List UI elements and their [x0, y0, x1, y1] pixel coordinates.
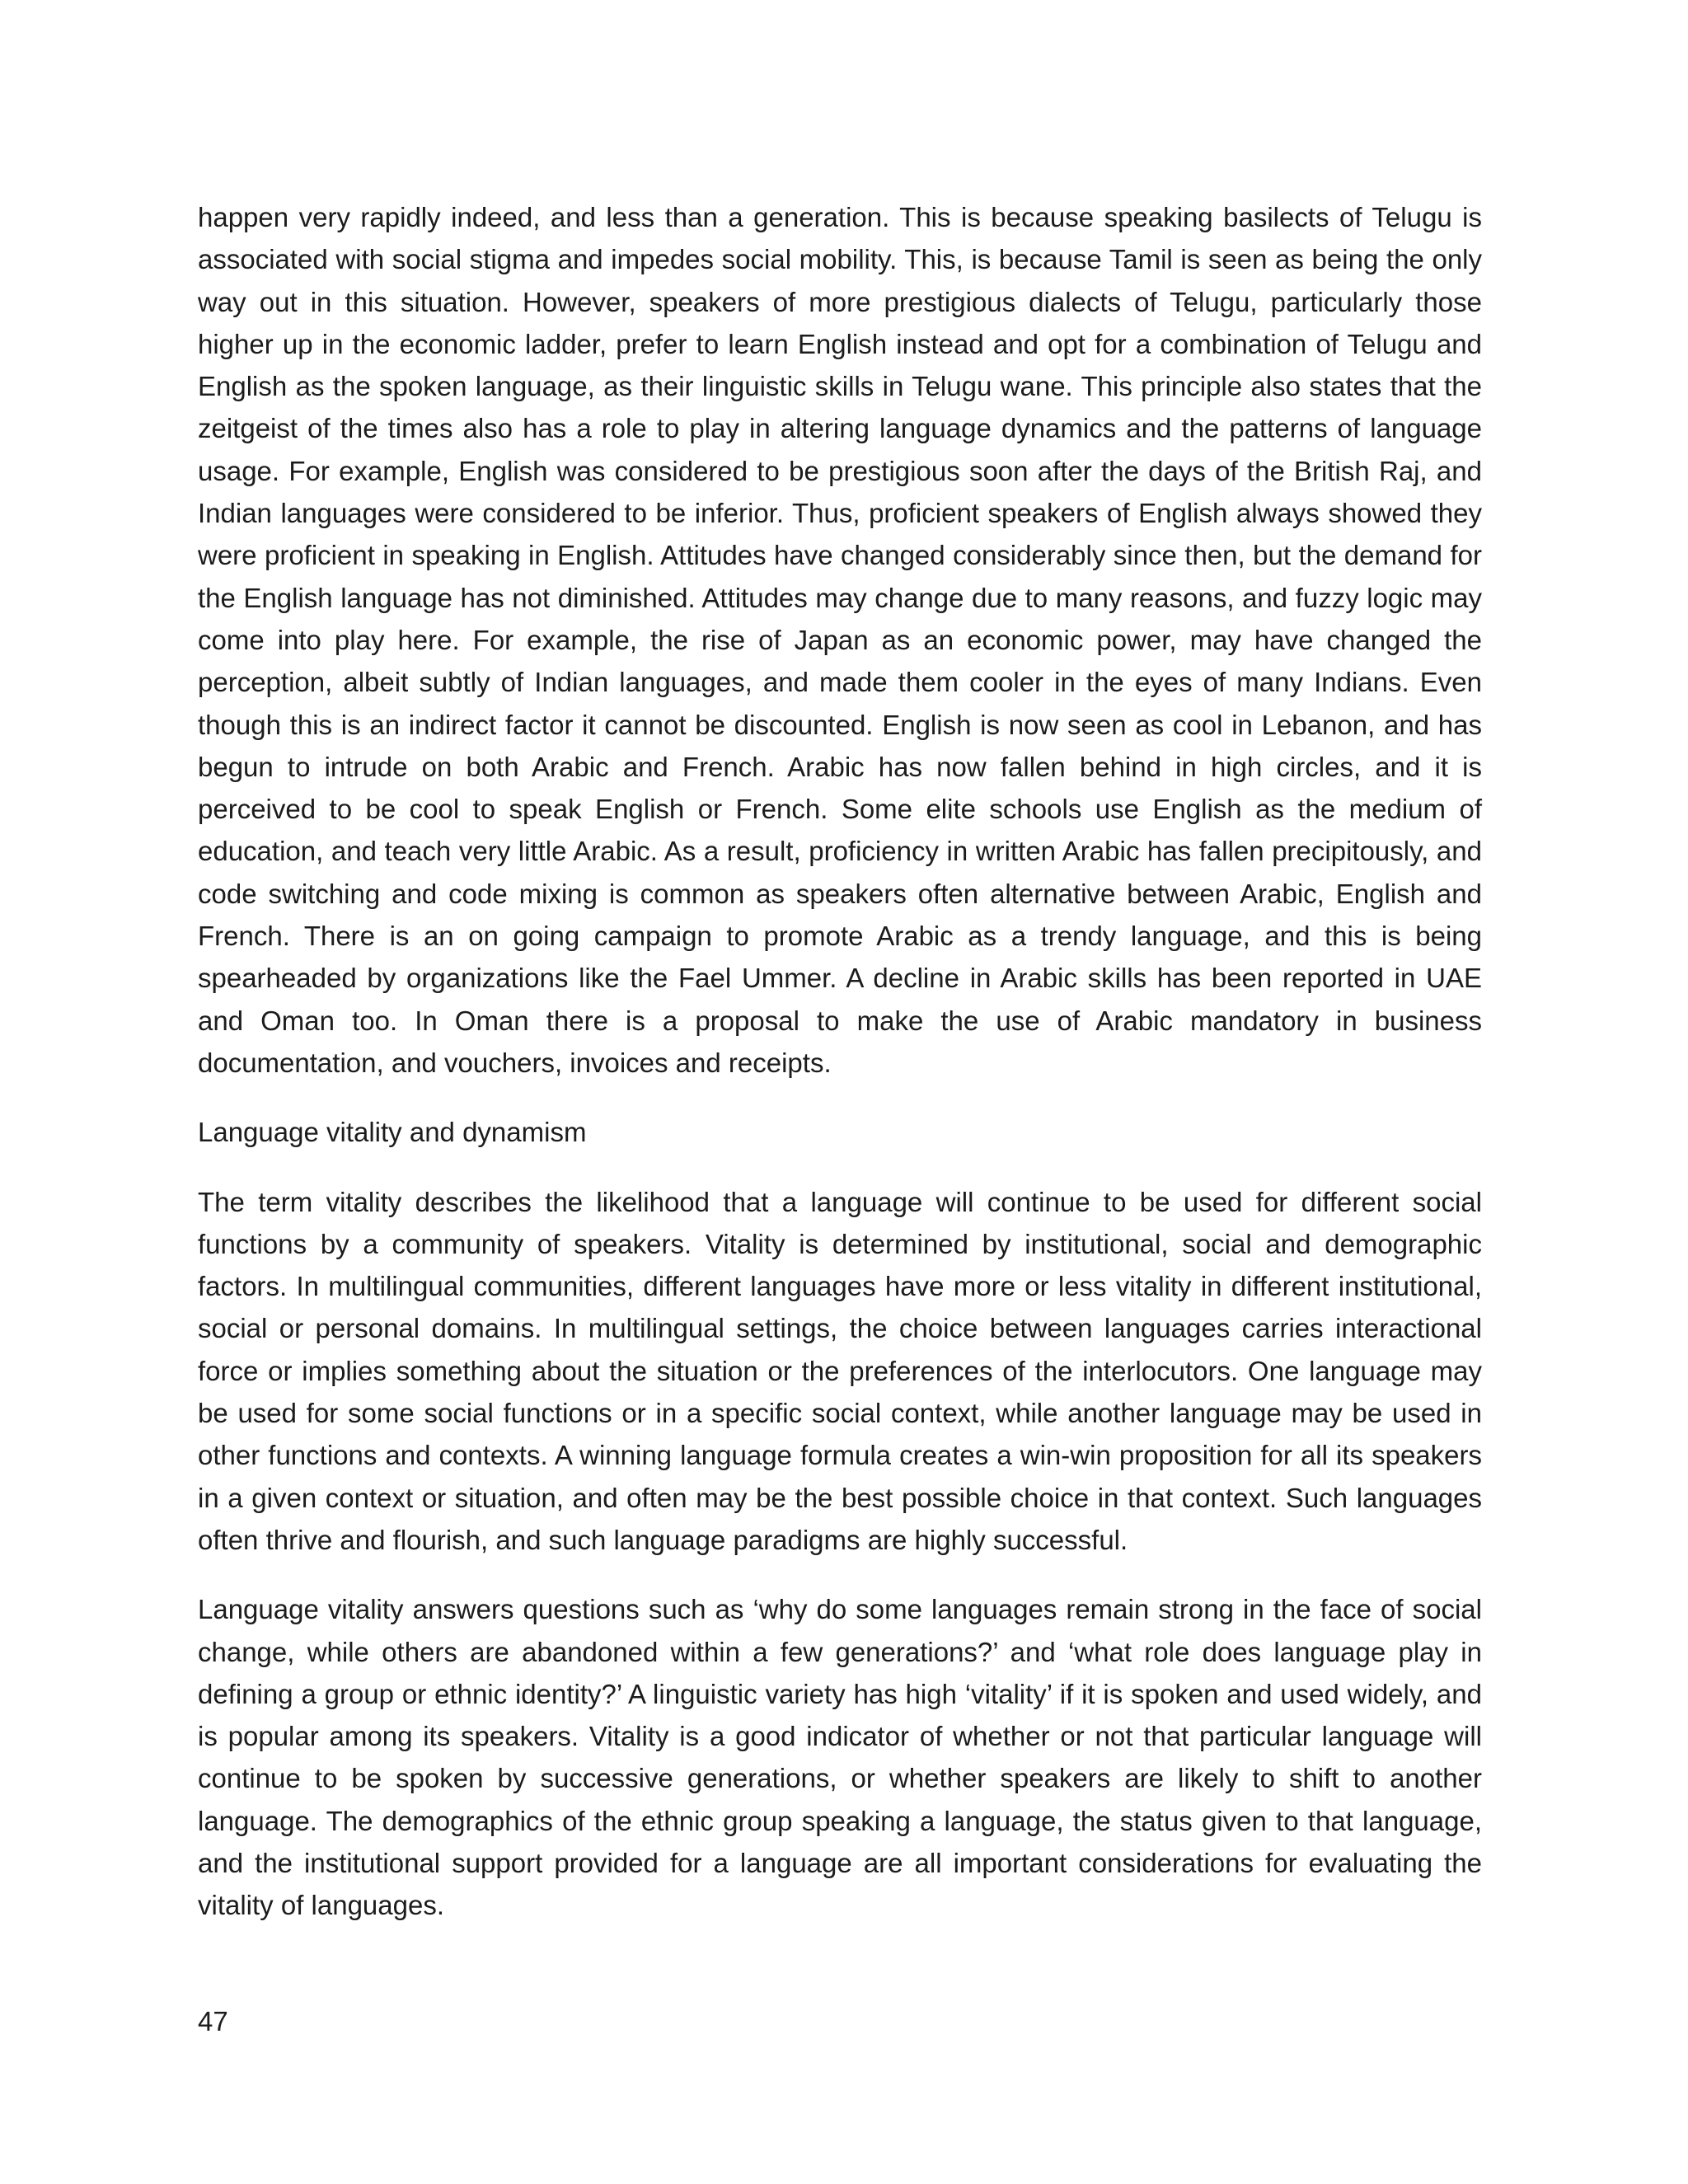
- paragraph-vitality-questions: Language vitality answers questions such as ‘why do some languages remain strong in the face of social change, while others are abandoned within a few generations?’ and ‘what role does language play in defining a group or ethnic identity?’ A linguistic variety has high ‘vitality’ if it is spoken and used widely, and is popular among its speakers. Vitality is a good indicator of whether or not that particular language will continue to be spoken by successive generations, or whether speakers are likely to shift to another language. The demographics of the ethnic group speaking a language, the status given to that language, and the institutional support provided for a language are all important considerations for evaluating the vitality of languages.: [198, 1594, 1482, 1921]
- body-text: [198, 196, 1482, 1927]
- section-heading: Language vitality and dynamism: [198, 1117, 587, 1148]
- paragraph-language-dynamics: happen very rapidly indeed, and less than a generation. This is because speaking basilects of Telugu is associated with social stigma and impedes social mobility. This, is because Tamil is seen as being the only way out in this situation. However, speakers of more prestigious dialects of Telugu, particularly those higher up in the economic ladder, prefer to learn English instead and opt for a combination of Telugu and English as the spoken language, as their linguistic skills in Telugu wane. This principle also states that the zeitgeist of the times also has a role to play in altering language dynamics and the patterns of language usage. For example, English was considered to be prestigious soon after the days of the British Raj, and Indian languages were considered to be inferior. Thus, proficient speakers of English always showed they were proficient in speaking in English. Attitudes have changed considerably since then, but the demand for the English language has not diminished. Attitudes may change due to many reasons, and fuzzy logic may come into play here. For example, the rise of Japan as an economic power, may have changed the perception, albeit subtly of Indian languages, and made them cooler in the eyes of many Indians. Even though this is an indirect factor it cannot be discounted. English is now seen as cool in Lebanon, and has begun to intrude on both Arabic and French. Arabic has now fallen behind in high circles, and it is perceived to be cool to speak English or French. Some elite schools use English as the medium of education, and teach very little Arabic. As a result, proficiency in written Arabic has fallen precipitously, and code switching and code mixing is common as speakers often alternative between Arabic, English and French. There is an on going campaign to promote Arabic as a trendy language, and this is being spearheaded by organizations like the Fael Ummer. A decline in Arabic skills has been reported in UAE and Oman too. In Oman there is a proposal to make the use of Arabic mandatory in business documentation, and vouchers, invoices and receipts.: [198, 202, 1482, 1078]
- paragraph-vitality-definition: The term vitality describes the likelihood that a language will continue to be used for different social functions by a community of speakers. Vitality is determined by institutional, social and demographic factors. In multilingual communities, different languages have more or less vitality in different institutional, social or personal domains. In multilingual settings, the choice between languages carries interactional force or implies something about the situation or the preferences of the interlocutors. One language may be used for some social functions or in a specific social context, while another language may be used in other functions and contexts. A winning language formula creates a win-win proposition for all its speakers in a given context or situation, and often may be the best possible choice in that context. Such languages often thrive and flourish, and such language paradigms are highly successful.: [198, 1186, 1482, 1555]
- page-number: 47: [198, 2006, 228, 2036]
